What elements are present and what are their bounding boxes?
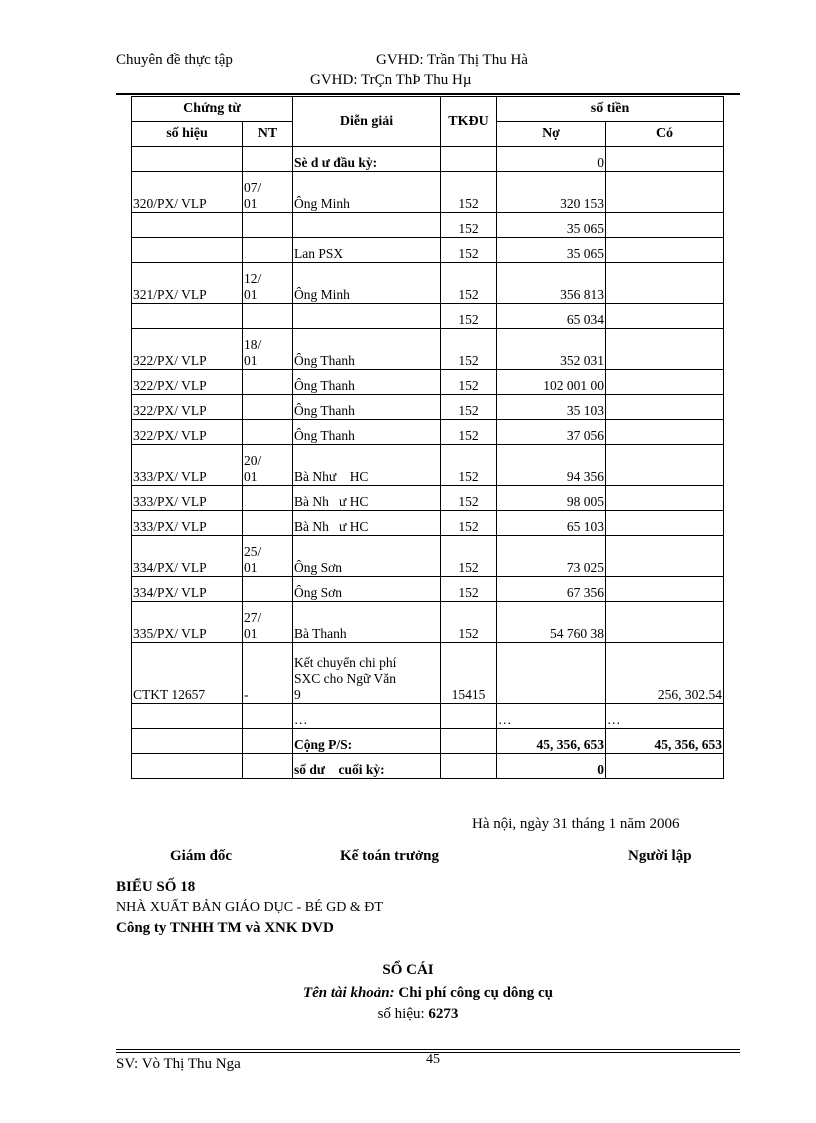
table-row [132, 754, 724, 779]
cell-co [606, 577, 724, 602]
cell-so-hieu [132, 754, 243, 779]
cell-dien-giai: Ông Sơn [293, 577, 441, 602]
cell-co [606, 304, 724, 329]
cell-no: 320 153 [497, 172, 606, 213]
cell-co [606, 420, 724, 445]
cell-no: 98 005 [497, 486, 606, 511]
cell-no: 35 103 [497, 395, 606, 420]
signature-chief-accountant: Kế toán trưởng [340, 848, 439, 864]
table-row [132, 304, 724, 329]
table-row [132, 704, 724, 729]
cell-dien-giai [293, 304, 441, 329]
cell-no: 65 034 [497, 304, 606, 329]
cell-so-hieu [132, 147, 243, 172]
col-co: Có [606, 122, 724, 147]
cell-dien-giai: Bà Nh ư HC [293, 511, 441, 536]
cell-dien-giai: Ông Thanh [293, 370, 441, 395]
table-row [132, 172, 724, 213]
cell-nt [243, 304, 293, 329]
cell-dien-giai: Ông Minh [293, 172, 441, 213]
table-row [132, 643, 724, 704]
cell-dien-giai: Cộng P/S: [293, 729, 441, 754]
cell-co [606, 172, 724, 213]
cell-so-hieu: 334/PX/ VLP [132, 577, 243, 602]
cell-co [606, 536, 724, 577]
cell-dien-giai: Bà Thanh [293, 602, 441, 643]
ledger-title: SỔ CÁI [382, 962, 434, 978]
cell-so-hieu: 320/PX/ VLP [132, 172, 243, 213]
cell-no: 35 065 [497, 238, 606, 263]
cell-nt [243, 213, 293, 238]
cell-tkdu: 152 [441, 238, 497, 263]
cell-so-hieu: 322/PX/ VLP [132, 395, 243, 420]
cell-no: 94 356 [497, 445, 606, 486]
cell-so-hieu [132, 213, 243, 238]
cell-tkdu: 152 [441, 602, 497, 643]
col-so-tien: số tiền [497, 97, 724, 122]
cell-nt [243, 729, 293, 754]
account-code-line [0, 1006, 816, 1023]
cell-no: … [497, 704, 606, 729]
cell-nt [243, 238, 293, 263]
cell-no: 37 056 [497, 420, 606, 445]
cell-dien-giai: Sè d ư đầu kỳ: [293, 147, 441, 172]
cell-tkdu: 152 [441, 329, 497, 370]
cell-co: 45, 356, 653 [606, 729, 724, 754]
cell-no: 45, 356, 653 [497, 729, 606, 754]
ledger-table [131, 96, 724, 779]
table-row [132, 729, 724, 754]
table-row [132, 420, 724, 445]
cell-tkdu: 152 [441, 395, 497, 420]
cell-co [606, 486, 724, 511]
cell-dien-giai: Ông Minh [293, 263, 441, 304]
cell-tkdu: 152 [441, 445, 497, 486]
col-nt: NT [243, 122, 293, 147]
cell-nt [243, 370, 293, 395]
cell-nt [243, 511, 293, 536]
date-line: Hà nội, ngày 31 tháng 1 năm 2006 [472, 816, 680, 832]
cell-co [606, 511, 724, 536]
signature-director: Giám đốc [170, 848, 233, 864]
cell-tkdu [441, 729, 497, 754]
cell-so-hieu: 321/PX/ VLP [132, 263, 243, 304]
cell-dien-giai: Ông Thanh [293, 329, 441, 370]
cell-so-hieu: 333/PX/ VLP [132, 445, 243, 486]
cell-nt [243, 754, 293, 779]
cell-tkdu [441, 704, 497, 729]
account-name-line [0, 985, 816, 1002]
cell-tkdu: 15415 [441, 643, 497, 704]
header-rule [116, 93, 740, 95]
so-hieu-label: số hiệu: [377, 1006, 425, 1022]
col-dien-giai: Diễn giải [293, 97, 441, 147]
cell-so-hieu: 334/PX/ VLP [132, 536, 243, 577]
publisher-line: NHÀ XUẤT BẢN GIÁO DỤC - BÉ GD & ĐT [116, 900, 383, 915]
table-row [132, 238, 724, 263]
cell-nt: 27/ 01 [243, 602, 293, 643]
cell-nt [243, 577, 293, 602]
cell-tkdu: 152 [441, 486, 497, 511]
cell-nt [243, 704, 293, 729]
cell-co: 256, 302.54 [606, 643, 724, 704]
cell-co [606, 147, 724, 172]
cell-nt [243, 395, 293, 420]
table-row [132, 511, 724, 536]
cell-no: 67 356 [497, 577, 606, 602]
cell-so-hieu: 333/PX/ VLP [132, 511, 243, 536]
so-hieu-value: 6273 [428, 1006, 459, 1022]
account-name: Chi phí công cụ dông cụ [398, 985, 554, 1001]
cell-so-hieu: 322/PX/ VLP [132, 370, 243, 395]
col-no: Nợ [497, 122, 606, 147]
cell-dien-giai: Ông Thanh [293, 420, 441, 445]
cell-tkdu [441, 147, 497, 172]
table-row [132, 329, 724, 370]
cell-nt: 12/ 01 [243, 263, 293, 304]
cell-nt: - [243, 643, 293, 704]
cell-tkdu: 152 [441, 213, 497, 238]
cell-nt: 18/ 01 [243, 329, 293, 370]
cell-no: 352 031 [497, 329, 606, 370]
signature-preparer: Người lập [628, 848, 692, 864]
col-tkdu: TKĐU [441, 97, 497, 147]
cell-tkdu: 152 [441, 304, 497, 329]
header-advisor: GVHD: Trần Thị Thu Hà [376, 52, 528, 68]
cell-tkdu: 152 [441, 370, 497, 395]
cell-tkdu: 152 [441, 536, 497, 577]
cell-dien-giai: số dư cuối kỳ: [293, 754, 441, 779]
cell-nt [243, 420, 293, 445]
cell-co [606, 263, 724, 304]
footer-student: SV: Vò Thị Thu Nga [116, 1056, 241, 1072]
header-advisor-legacy: GVHD: TrÇn ThÞ Thu Hµ [310, 72, 472, 88]
cell-co [606, 445, 724, 486]
cell-tkdu: 152 [441, 511, 497, 536]
cell-so-hieu: CTKT 12657 [132, 643, 243, 704]
cell-tkdu: 152 [441, 577, 497, 602]
cell-nt: 25/ 01 [243, 536, 293, 577]
table-row [132, 536, 724, 577]
account-label: Tên tài khoản: [302, 985, 395, 1001]
cell-dien-giai: Kết chuyển chi phí SXC cho Ngữ Văn 9 [293, 643, 441, 704]
cell-dien-giai: Ông Sơn [293, 536, 441, 577]
table-row [132, 263, 724, 304]
cell-co [606, 754, 724, 779]
cell-dien-giai: Ông Thanh [293, 395, 441, 420]
cell-co [606, 602, 724, 643]
cell-no: 102 001 00 [497, 370, 606, 395]
cell-no: 65 103 [497, 511, 606, 536]
cell-tkdu [441, 754, 497, 779]
cell-no: 73 025 [497, 536, 606, 577]
footer-rule-top [116, 1049, 740, 1050]
header-left: Chuyên đề thực tập [116, 52, 233, 68]
table-row [132, 213, 724, 238]
bieu-so-label: BIỂU SỐ 18 [116, 879, 196, 895]
cell-tkdu: 152 [441, 263, 497, 304]
cell-dien-giai [293, 213, 441, 238]
table-row [132, 445, 724, 486]
cell-dien-giai: … [293, 704, 441, 729]
cell-no: 35 065 [497, 213, 606, 238]
cell-so-hieu: 335/PX/ VLP [132, 602, 243, 643]
cell-nt: 20/ 01 [243, 445, 293, 486]
cell-tkdu: 152 [441, 172, 497, 213]
table-row [132, 147, 724, 172]
cell-no: 0 [497, 754, 606, 779]
cell-dien-giai: Bà Nh ư HC [293, 486, 441, 511]
table-row [132, 370, 724, 395]
col-chung-tu: Chứng từ [132, 97, 293, 122]
cell-so-hieu: 333/PX/ VLP [132, 486, 243, 511]
cell-so-hieu: 322/PX/ VLP [132, 329, 243, 370]
cell-co [606, 395, 724, 420]
cell-so-hieu [132, 304, 243, 329]
cell-nt [243, 147, 293, 172]
company-line: Công ty TNHH TM và XNK DVD [116, 920, 334, 936]
table-row [132, 602, 724, 643]
cell-co: … [606, 704, 724, 729]
cell-tkdu: 152 [441, 420, 497, 445]
table-row [132, 395, 724, 420]
cell-co [606, 329, 724, 370]
footer-page-number: 45 [426, 1052, 440, 1067]
cell-so-hieu: 322/PX/ VLP [132, 420, 243, 445]
cell-co [606, 238, 724, 263]
cell-co [606, 213, 724, 238]
table-row [132, 577, 724, 602]
cell-no: 356 813 [497, 263, 606, 304]
col-so-hieu: số hiệu [132, 122, 243, 147]
cell-dien-giai: Bà Như HC [293, 445, 441, 486]
cell-so-hieu [132, 704, 243, 729]
cell-co [606, 370, 724, 395]
cell-no: 54 760 38 [497, 602, 606, 643]
cell-no [497, 643, 606, 704]
cell-so-hieu [132, 238, 243, 263]
cell-nt [243, 486, 293, 511]
cell-dien-giai: Lan PSX [293, 238, 441, 263]
cell-so-hieu [132, 729, 243, 754]
cell-nt: 07/ 01 [243, 172, 293, 213]
cell-no: 0 [497, 147, 606, 172]
table-row [132, 486, 724, 511]
